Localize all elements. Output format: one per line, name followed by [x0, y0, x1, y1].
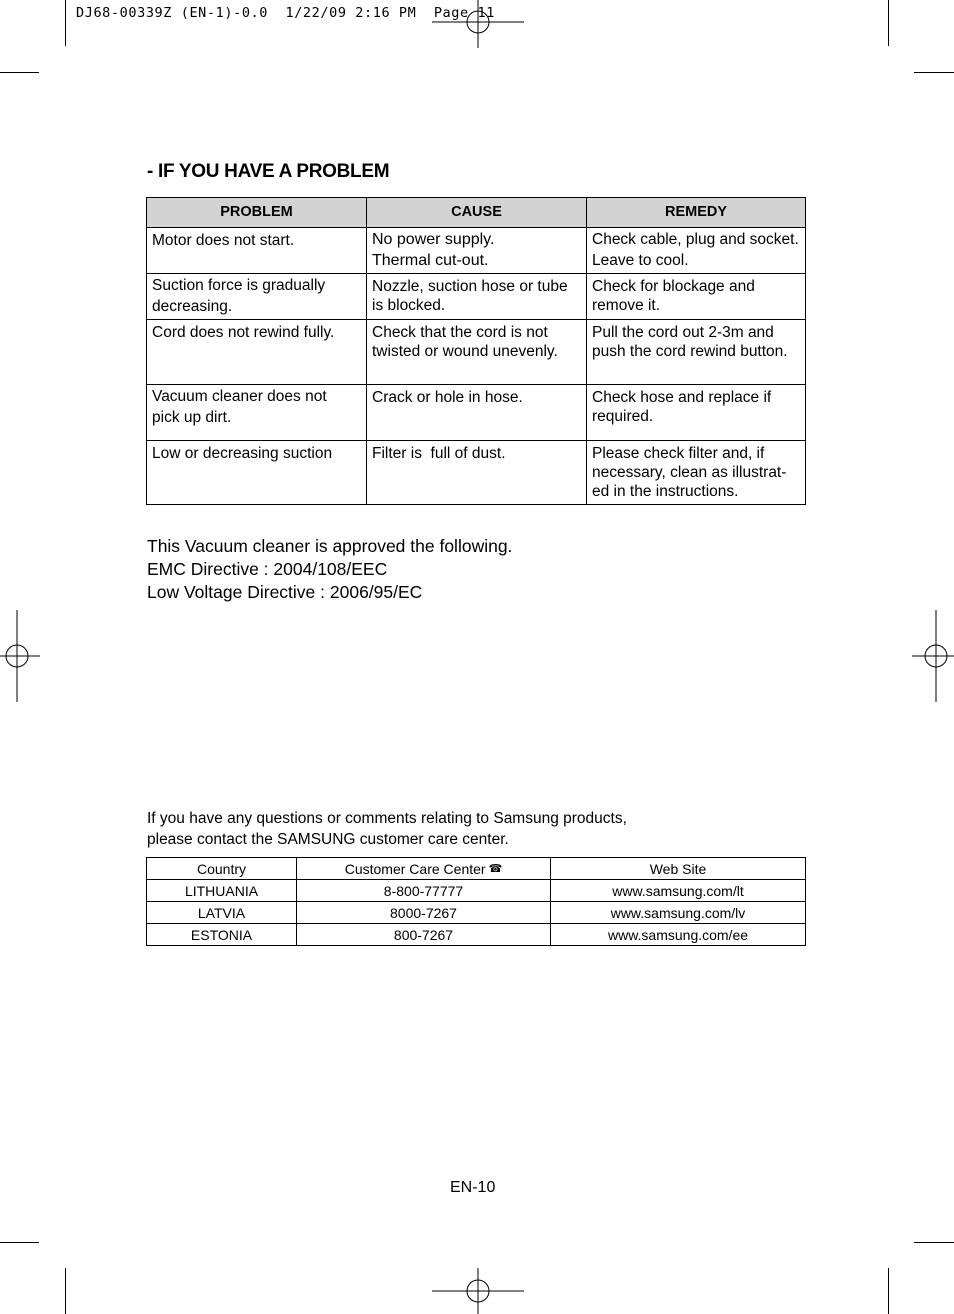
- phone-cell: 8000-7267: [297, 902, 551, 924]
- header-care-center: Customer Care Center ☎: [297, 858, 551, 880]
- approval-statement: [147, 535, 512, 604]
- country-cell: ESTONIA: [147, 924, 297, 946]
- table-row: [147, 441, 806, 505]
- customer-care-table: [146, 857, 806, 946]
- country-cell: LATVIA: [147, 902, 297, 924]
- cause-cell: Check that the cord is not twisted or wound unevenly.: [367, 320, 587, 385]
- table-row: [147, 902, 806, 924]
- section-title: - IF YOU HAVE A PROBLEM: [147, 161, 390, 182]
- contact-line: please contact the SAMSUNG customer care center.: [147, 831, 509, 848]
- problem-cell: Suction force is gradually decreasing.: [147, 274, 367, 320]
- contact-line: If you have any questions or comments relating to Samsung products,: [147, 810, 627, 827]
- crop-mark: [65, 0, 66, 46]
- header-country: Country: [147, 858, 297, 880]
- header-web-site: Web Site: [551, 858, 806, 880]
- remedy-cell: Check for blockage and remove it.: [587, 274, 806, 320]
- table-row: [147, 924, 806, 946]
- problem-cell: Low or decreasing suction: [147, 441, 367, 505]
- crop-mark: [65, 1268, 66, 1314]
- cause-cell: Filter is full of dust.: [367, 441, 587, 505]
- table-row: [147, 385, 806, 441]
- table-row: [147, 880, 806, 902]
- problem-cell: Motor does not start.: [147, 228, 367, 274]
- problem-cell: Vacuum cleaner does not pick up dirt.: [147, 385, 367, 441]
- phone-cell: 800-7267: [297, 924, 551, 946]
- crop-mark: [914, 72, 954, 73]
- crop-mark: [888, 0, 889, 46]
- remedy-cell: Pull the cord out 2-3m and push the cord rewind button.: [587, 320, 806, 385]
- telephone-icon: ☎: [488, 862, 503, 875]
- header-remedy: REMEDY: [587, 198, 806, 228]
- table-row: [147, 274, 806, 320]
- table-row: [147, 228, 806, 274]
- approval-line: Low Voltage Directive : 2006/95/EC: [147, 582, 423, 602]
- care-header-row: [147, 858, 806, 880]
- crop-mark: [914, 1242, 954, 1243]
- print-slug: DJ68-00339Z (EN-1)-0.0 1/22/09 2:16 PM Page 11: [76, 5, 495, 21]
- cause-cell: Crack or hole in hose.: [367, 385, 587, 441]
- registration-mark-icon: [432, 0, 524, 48]
- table-row: [147, 320, 806, 385]
- web-site-cell: www.samsung.com/ee: [551, 924, 806, 946]
- remedy-cell: Please check filter and, if necessary, clean as illustrat- ed in the instructions.: [587, 441, 806, 505]
- registration-mark-icon: [0, 610, 40, 702]
- problem-cell: Cord does not rewind fully.: [147, 320, 367, 385]
- web-site-cell: www.samsung.com/lt: [551, 880, 806, 902]
- cause-cell: Nozzle, suction hose or tube is blocked.: [367, 274, 587, 320]
- cause-cell: No power supply. Thermal cut-out.: [367, 228, 587, 274]
- remedy-cell: Check cable, plug and socket. Leave to cool.: [587, 228, 806, 274]
- remedy-cell: Check hose and replace if required.: [587, 385, 806, 441]
- header-cause: CAUSE: [367, 198, 587, 228]
- page-number: EN-10: [450, 1179, 496, 1196]
- phone-cell: 8-800-77777: [297, 880, 551, 902]
- crop-mark: [888, 1268, 889, 1314]
- crop-mark: [0, 72, 39, 73]
- country-cell: LITHUANIA: [147, 880, 297, 902]
- crop-mark: [0, 1242, 39, 1243]
- approval-line: EMC Directive : 2004/108/EEC: [147, 559, 388, 579]
- registration-mark-icon: [432, 1268, 524, 1314]
- approval-line: This Vacuum cleaner is approved the following.: [147, 536, 513, 556]
- troubleshooting-table: [146, 197, 806, 505]
- table-header-row: [147, 198, 806, 228]
- registration-mark-icon: [912, 610, 954, 702]
- header-problem: PROBLEM: [147, 198, 367, 228]
- web-site-cell: www.samsung.com/lv: [551, 902, 806, 924]
- contact-text: [147, 808, 627, 850]
